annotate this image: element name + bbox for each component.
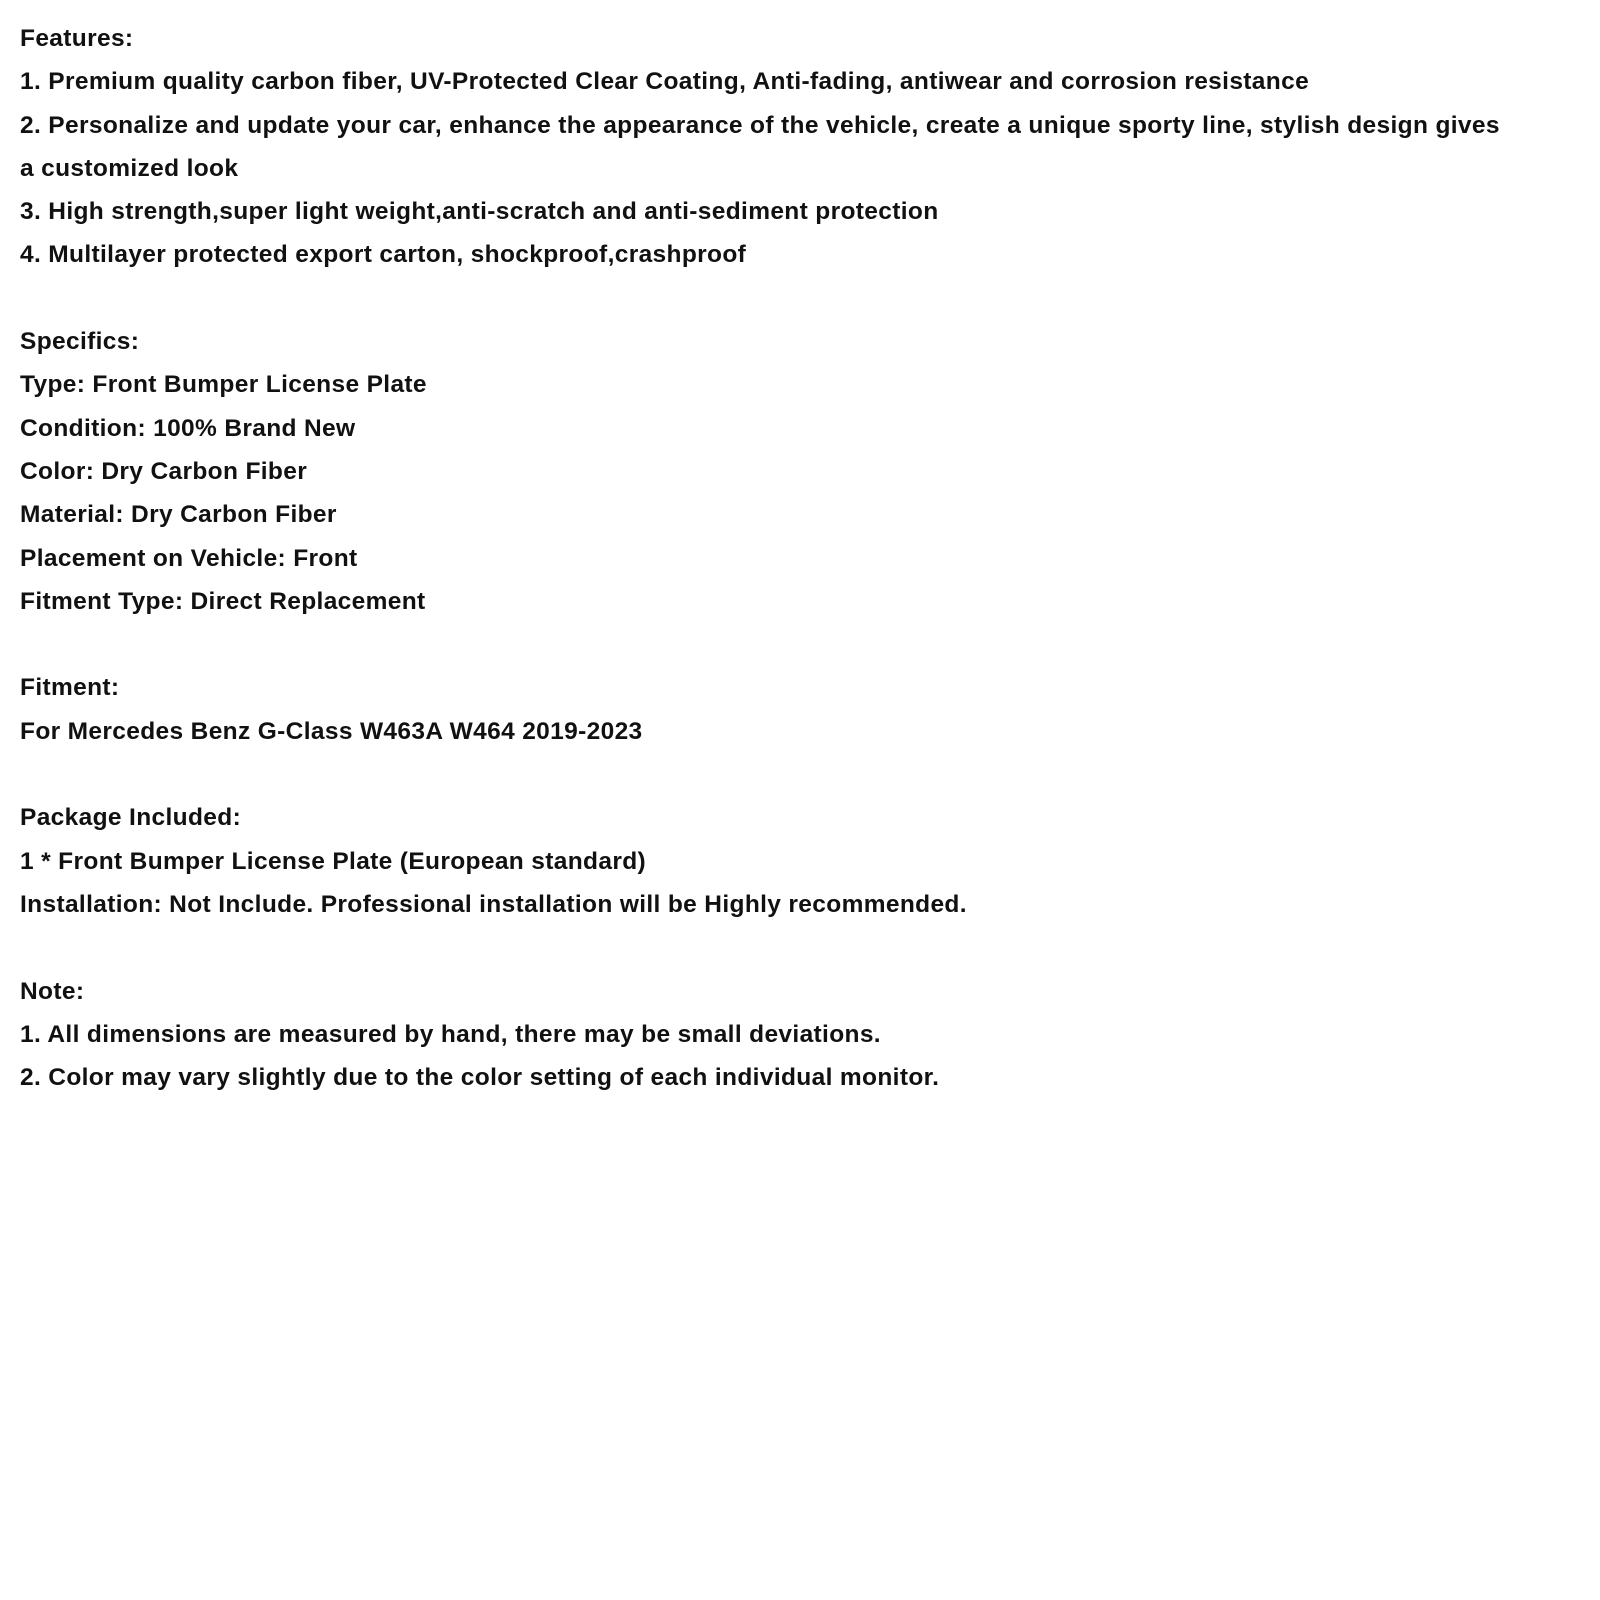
- feature-item: 3. High strength,super light weight,anti-scratch and anti-sediment protection: [20, 198, 939, 226]
- section-spacer: [20, 277, 1590, 320]
- section-spacer: [20, 926, 1590, 969]
- spec-condition: Condition: 100% Brand New: [20, 414, 356, 442]
- note-item: 2. Color may vary slightly due to the color setting of each individual monitor.: [20, 1064, 940, 1092]
- note-section: [20, 970, 1590, 1100]
- feature-item: 1. Premium quality carbon fiber, UV-Protected Clear Coating, Anti-fading, antiwear and corrosion resistance: [20, 68, 1310, 96]
- spec-type: Type: Front Bumper License Plate: [20, 371, 427, 399]
- features-section: [20, 17, 1590, 277]
- specifics-section: [20, 320, 1590, 623]
- section-heading: Fitment:: [20, 674, 120, 702]
- feature-item-continuation: a customized look: [20, 154, 239, 182]
- spec-placement: Placement on Vehicle: Front: [20, 544, 358, 572]
- note-item: 1. All dimensions are measured by hand, there may be small deviations.: [20, 1020, 881, 1048]
- spec-fitment-type: Fitment Type: Direct Replacement: [20, 587, 426, 615]
- section-spacer: [20, 623, 1590, 666]
- feature-item: 4. Multilayer protected export carton, shockproof,crashproof: [20, 241, 747, 269]
- section-heading: Features:: [20, 25, 134, 52]
- section-heading: Specifics:: [20, 328, 140, 356]
- section-heading: Package Included:: [20, 804, 242, 832]
- section-heading: Note:: [20, 977, 85, 1005]
- package-item: 1 * Front Bumper License Plate (European standard): [20, 847, 647, 875]
- spec-material: Material: Dry Carbon Fiber: [20, 501, 337, 529]
- package-section: [20, 796, 1590, 926]
- fitment-vehicle: For Mercedes Benz G-Class W463A W464 2019-2023: [20, 717, 643, 745]
- product-description: [20, 17, 1590, 1099]
- fitment-section: [20, 666, 1590, 753]
- spec-color: Color: Dry Carbon Fiber: [20, 457, 308, 485]
- section-spacer: [20, 753, 1590, 796]
- feature-item: 2. Personalize and update your car, enhance the appearance of the vehicle, create a unique sporty line, stylish design gives: [20, 111, 1500, 139]
- installation-note: Installation: Not Include. Professional installation will be Highly recommended.: [20, 890, 967, 918]
